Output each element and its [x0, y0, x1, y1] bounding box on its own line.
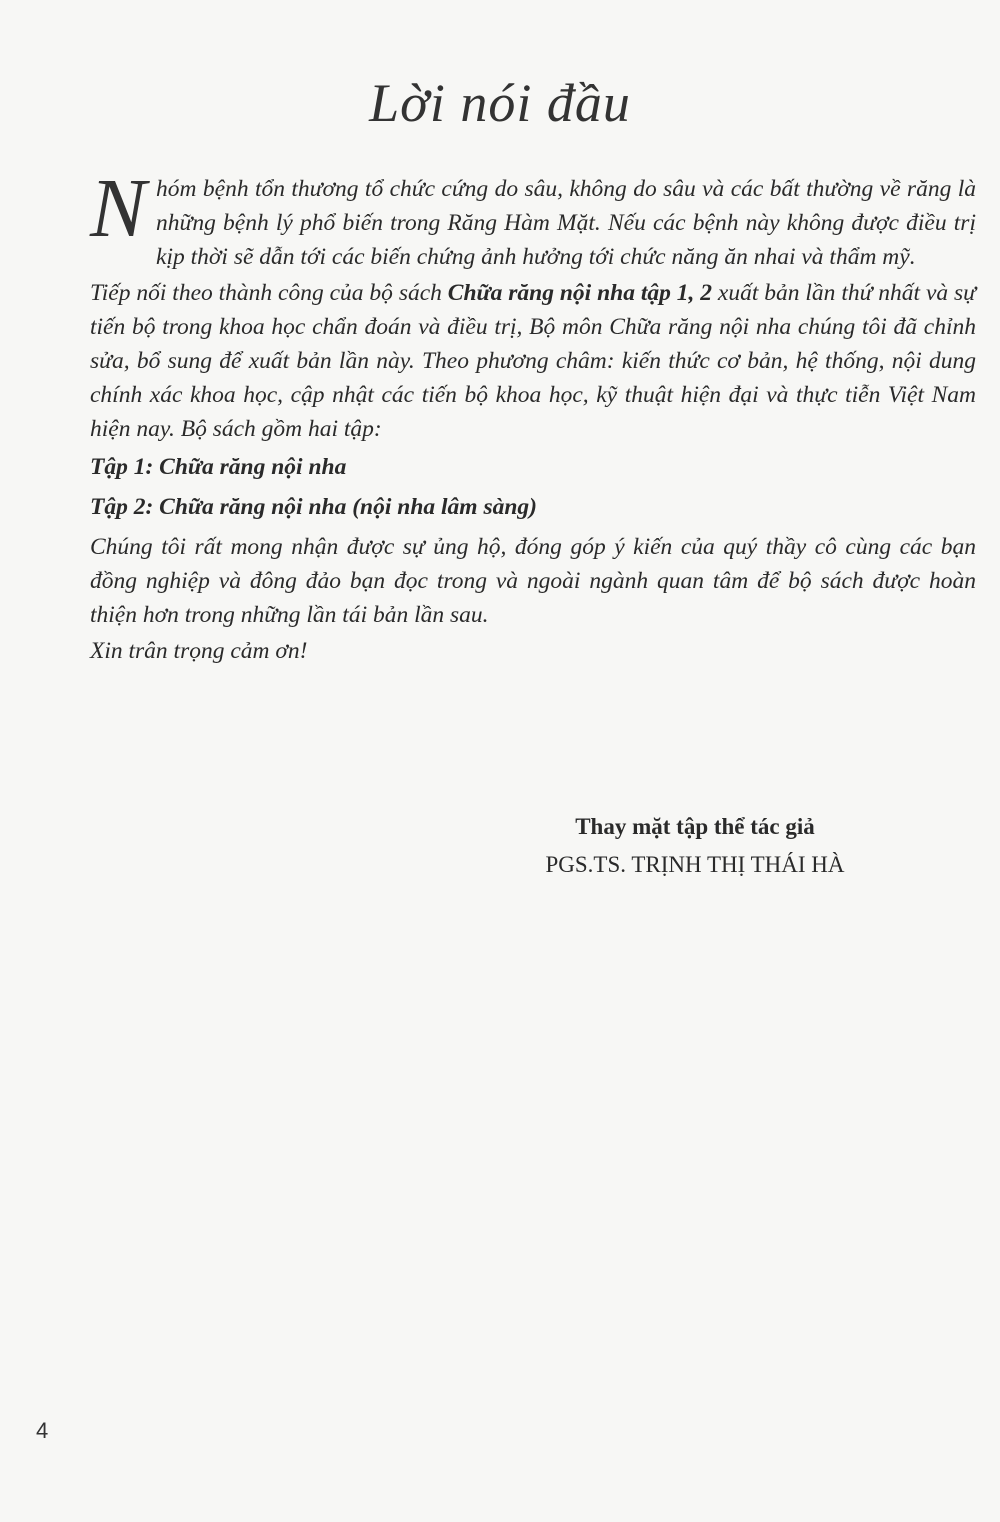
book-title: Chữa răng nội nha tập 1, 2	[447, 280, 713, 306]
volume-1: Tập 1: Chữa răng nội nha	[90, 454, 347, 480]
intro-text: hóm bệnh tổn thương tổ chức cứng do sâu, không do sâu và các bất thường về răng là những bệnh lý phổ biến trong Răng Hàm Mặt. Nếu các bệnh này không được điều trị kịp thời sẽ dẫn tới các biến chứng ảnh hưởng tới chức năng ăn nhai và thẩm mỹ.	[156, 176, 976, 270]
paragraph-2-after: xuất bản lần thứ nhất và sự tiến bộ trong khoa học chẩn đoán và điều trị, Bộ môn Chữa răng nội nha chúng tôi đã chỉnh sửa, bổ sung để xuất bản lần này. Theo phương châm: kiến thức cơ bản, hệ thống, nội dung chính xác khoa học, cập nhật các tiến bộ khoa học, kỹ thuật hiện đại và thực tiễn Việt Nam hiện nay. Bộ sách gồm hai tập:	[90, 280, 976, 442]
paragraph-2-before: Tiếp nối theo thành công của bộ sách	[90, 280, 448, 306]
paragraph-3: Chúng tôi rất mong nhận được sự ủng hộ, đóng góp ý kiến của quý thầy cô cùng các bạn đồng nghiệp và đông đảo bạn đọc trong và ngoài ngành quan tâm để bộ sách được hoàn thiện hơn trong những lần tái bản lần sau.	[90, 534, 976, 628]
page-number: 4	[36, 1418, 49, 1443]
preface-body	[90, 162, 976, 670]
drop-cap: N	[90, 162, 147, 255]
intro-paragraph	[90, 162, 976, 274]
closing-line: Xin trân trọng cảm ơn!	[90, 638, 308, 664]
page-title: Lời nói đầu	[369, 73, 631, 133]
volume-2: Tập 2: Chữa răng nội nha (nội nha lâm sàng)	[90, 494, 537, 520]
signature-role: Thay mặt tập thể tác giả	[575, 814, 815, 839]
paragraph-2	[90, 276, 976, 446]
signature-block	[520, 808, 870, 884]
signature-name: PGS.TS. TRỊNH THỊ THÁI HÀ	[545, 852, 845, 877]
